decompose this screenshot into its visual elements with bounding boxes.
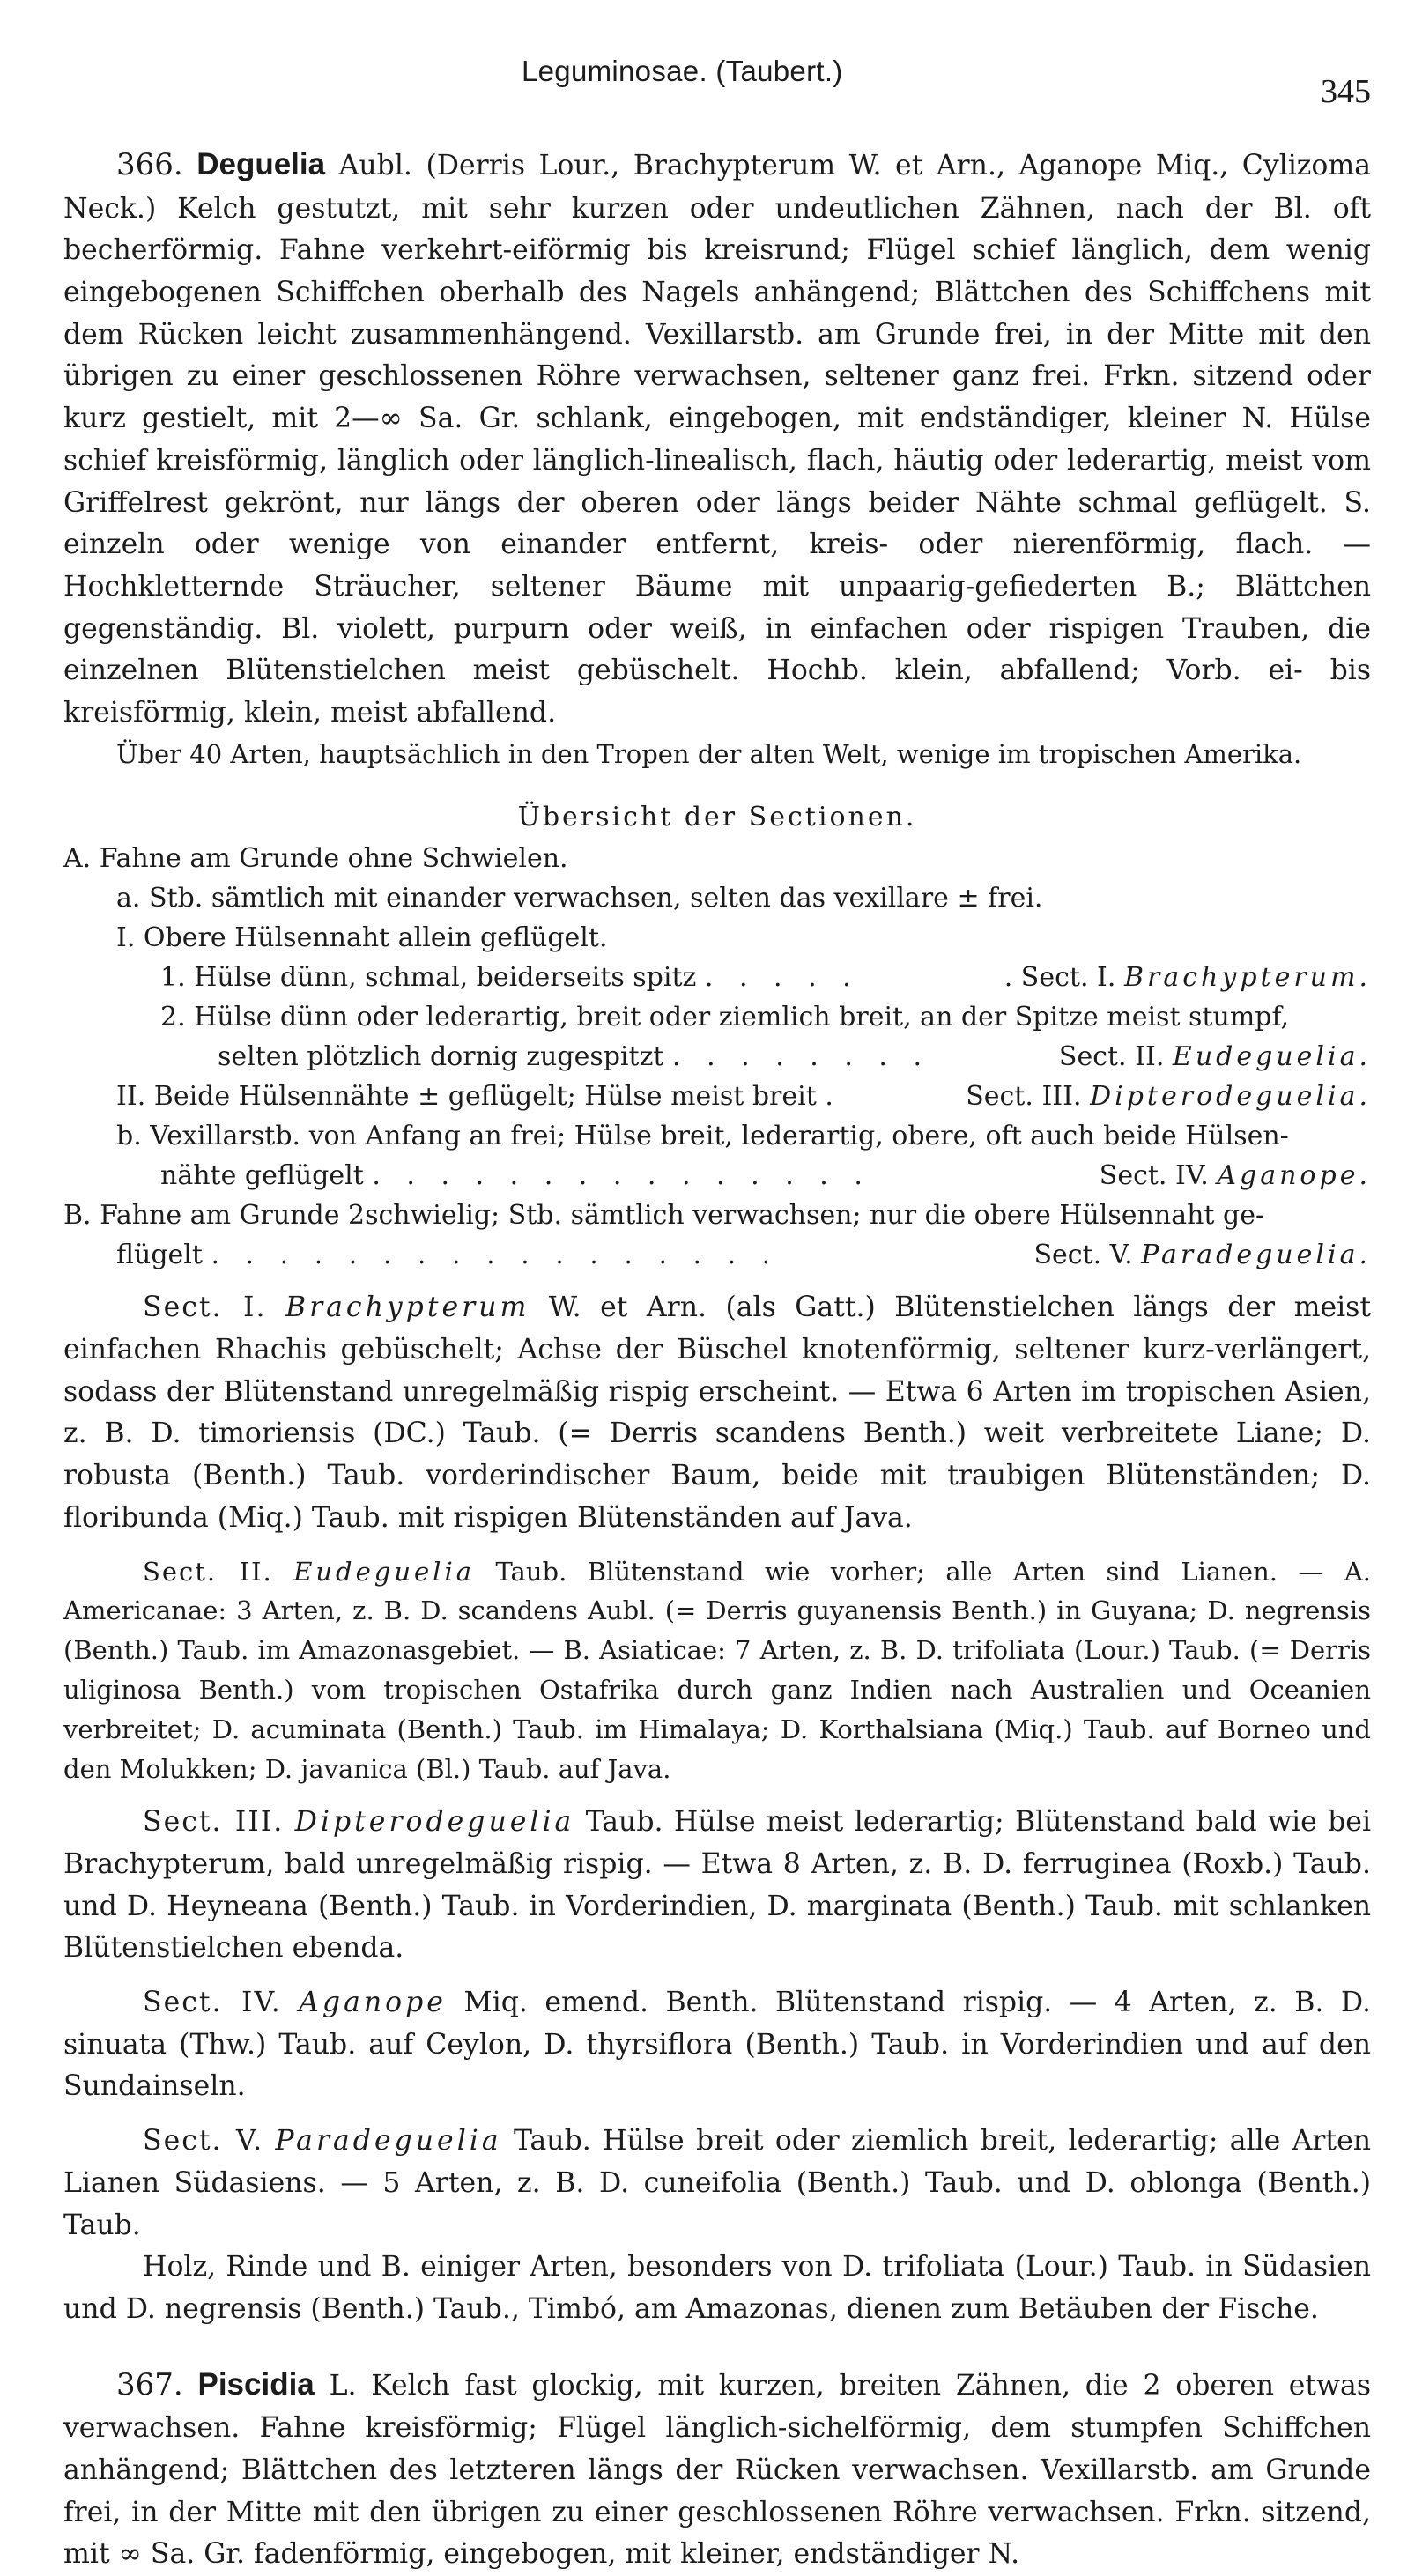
section-II-name: Eudeguelia	[293, 1556, 476, 1587]
key-b-dots: . . . . . . . . . . . . . . .	[372, 1160, 871, 1192]
key-2-ref	[1059, 1037, 1371, 1077]
page-number: 345	[1321, 73, 1371, 110]
key-2: 2. Hülse dünn oder lederartig, breit oder ziemlich breit, an der Spitze meist stumpf,	[160, 1002, 1290, 1033]
key-1-name: Brachypterum.	[1123, 962, 1371, 994]
key-II-ref	[966, 1077, 1371, 1116]
genus-367-description	[63, 2361, 1371, 2576]
running-head	[63, 46, 1371, 110]
section-II-paragraph	[63, 1552, 1371, 1790]
section-V-name: Paradeguelia	[275, 2125, 502, 2158]
genus-367-name: Piscidia	[197, 2366, 315, 2402]
genus-367-number: 367.	[116, 2366, 183, 2402]
key-B-name: Paradeguelia.	[1141, 1240, 1371, 1271]
key-b-cont	[63, 1156, 1371, 1195]
key-1-dots: . . . . .	[704, 962, 860, 994]
key-A: A. Fahne am Grunde ohne Schwielen.	[63, 843, 568, 875]
section-I-name: Brachypterum	[285, 1292, 530, 1324]
genus-367-text: Kelch fast glockig, mit kurzen, breiten Zähnen, die 2 oberen etwas verwachsen. Fahne kreisförmig; Flügel länglich-sichelförmig, dem stumpfen Schiffchen anhängend; Blättchen des letzteren längs der Rücken verwachsen. Vexillarstb. am Grunde frei, in der Mitte mit den übrigen zu einer geschlossenen Röhre verwachsen. Frkn. sitzend, mit ∞ Sa. Gr. fadenförmig, eingebogen, mit kleiner, endständiger N.	[63, 2369, 1372, 2571]
genus-367-author: L.	[329, 2369, 357, 2402]
key-I: I. Obere Hülsennaht allein geflügelt.	[116, 922, 608, 954]
section-V-text: Taub. Hülse breit oder ziemlich breit, lederartig; alle Arten Lianen Südasiens. — 5 Arten, z. B. D. cuneifolia (Benth.) Taub. und D. oblonga (Benth.) Taub.	[63, 2125, 1371, 2241]
key-B-sect: Sect. V.	[1033, 1240, 1133, 1271]
key-2-name: Eudeguelia.	[1172, 1041, 1371, 1073]
section-key	[63, 839, 1371, 1275]
section-IV-name: Aganope	[299, 1987, 447, 2019]
key-2-sect: Sect. II.	[1058, 1041, 1165, 1073]
section-I-label: Sect. I.	[143, 1292, 267, 1324]
overview-title: Übersicht der Sectionen.	[517, 801, 917, 833]
genus-366-description	[63, 141, 1371, 735]
section-I-text: W. et Arn. (als Gatt.) Blütenstielchen längs der meist einfachen Rhachis gebüschelt; Achse der Büschel knotenförmig, seltener kurz-verlängert, sodass der Blütenstand unregelmäßig rispig erscheint. — Etwa 6 Arten im tropischen Asien, z. B. D. timoriensis (DC.) Taub. (= Derris scandens Benth.) weit verbreitete Liane; D. robusta (Benth.) Taub. vorderindischer Baum, beide mit traubigen Blütenständen; D. floribunda (Miq.) Taub. mit rispigen Blütenständen auf Java.	[63, 1292, 1371, 1534]
key-2-cont	[63, 1037, 1371, 1077]
key-b: b. Vexillarstb. von Anfang an frei; Hülse breit, lederartig, obere, oft auch beide Hülsen-	[116, 1121, 1289, 1152]
page-body	[63, 141, 1371, 2576]
section-V-paragraph	[63, 2121, 1371, 2247]
key-b-sect: Sect. IV.	[1099, 1160, 1209, 1192]
key-1-sect: . Sect. I.	[1004, 962, 1116, 994]
section-III-text: Taub. Hülse meist lederartig; Blütenstand bald wie bei Brachypterum, bald unregelmäßig rispig. — Etwa 8 Arten, z. B. D. ferruginea (Roxb.) Taub. und D. Heyneana (Benth.) Taub. in Vorderindien, D. marginata (Benth.) Taub. mit schlanken Blütenstielchen ebenda.	[63, 1806, 1372, 1965]
section-II-text: Taub. Blütenstand wie vorher; alle Arten sind Lianen. — A. Americanae: 3 Arten, z. B. D. scandens Aubl. (= Derris guyanensis Benth.) in Guyana; D. negrensis (Benth.) Taub. im Amazonasgebiet. — B. Asiaticae: 7 Arten, z. B. D. trifoliata (Lour.) Taub. (= Derris uliginosa Benth.) vom tropischen Ostafrika durch ganz Indien nach Australien und Oceanien verbreitet; D. acuminata (Benth.) Taub. im Himalaya; D. Korthalsiana (Miq.) Taub. auf Borneo und den Molukken; D. javanica (Bl.) Taub. auf Java.	[63, 1556, 1372, 1785]
uses-paragraph: Holz, Rinde und B. einiger Arten, besonders von D. trifoliata (Lour.) Taub. in Südasien und D. negrensis (Benth.) Taub., Timbó, am Amazonas, dienen zum Betäuben der Fische.	[63, 2251, 1371, 2326]
key-b-cont-text: nähte geflügelt	[160, 1160, 364, 1192]
key-1-ref	[1004, 958, 1371, 997]
section-I-paragraph	[63, 1287, 1371, 1539]
key-II-name: Dipterodeguelia.	[1090, 1081, 1371, 1113]
key-B-dots: . . . . . . . . . . . . . . . . .	[211, 1240, 780, 1271]
key-II-dots: .	[825, 1081, 842, 1113]
key-1	[63, 958, 1371, 997]
section-II-label: Sect. II.	[143, 1556, 273, 1587]
section-V-label: Sect. V.	[143, 2125, 264, 2158]
key-2-cont-text: selten plötzlich dornig zugespitzt	[218, 1041, 664, 1073]
key-b-ref	[1100, 1156, 1371, 1195]
key-2-dots: . . . . . . . .	[672, 1041, 931, 1073]
running-title: Leguminosae. (Taubert.)	[522, 55, 843, 87]
key-b-name: Aganope.	[1217, 1160, 1371, 1192]
key-II	[63, 1077, 1371, 1116]
section-III-name: Dipterodeguelia	[294, 1806, 575, 1839]
key-B-cont-text: flügelt	[116, 1240, 203, 1271]
section-IV-text: Miq. emend. Benth. Blütenstand rispig. — 4 Arten, z. B. D. sinuata (Thw.) Taub. auf Ceylon, D. thyrsiflora (Benth.) Taub. in Vorderindien und auf den Sundainseln.	[63, 1987, 1371, 2103]
genus-author: Aubl.	[338, 150, 412, 181]
key-B-cont	[63, 1235, 1371, 1275]
genus-366-distribution: Über 40 Arten, hauptsächlich in den Tropen der alten Welt, wenige im tropischen Amerika.	[116, 738, 1302, 769]
key-B: B. Fahne am Grunde 2schwielig; Stb. sämtlich verwachsen; nur die obere Hülsennaht ge-	[63, 1200, 1265, 1232]
section-IV-label: Sect. IV.	[143, 1987, 282, 2019]
section-IV-paragraph	[63, 1982, 1371, 2108]
key-II-text: II. Beide Hülsennähte ± geflügelt; Hülse meist breit	[116, 1081, 817, 1113]
genus-number: 366.	[116, 147, 183, 182]
genus-text: (Derris Lour., Brachypterum W. et Arn., Aganope Miq., Cylizoma Neck.) Kelch gestutzt, mit sehr kurzen oder undeutlichen Zähnen, nach der Bl. oft becherförmig. Fahne verkehrt-eiförmig bis kreisrund; Flügel schief länglich, dem wenig eingebogenen Schiffchen oberhalb des Nagels anhängend; Blättchen des Schiffchens mit dem Rücken leicht zusammenhängend. Vexillarstb. am Grunde frei, in der Mitte mit den übrigen zu einer geschlossenen Röhre verwachsen, seltener ganz frei. Frkn. sitzend oder kurz gestielt, mit 2—∞ Sa. Gr. schlank, eingebogen, mit endständiger, kleiner N. Hülse schief kreisförmig, länglich oder länglich-linealisch, flach, häutig oder lederartig, meist vom Griffelrest gekrönt, nur längs der oberen oder längs beider Nähte schmal geflügelt. S. einzeln oder wenige von einander entfernt, kreis- oder nierenförmig, flach. — Hochkletternde Sträucher, seltener Bäume mit unpaarig-gefiederten B.; Blättchen gegenständig. Bl. violett, purpurn oder weiß, in einfachen oder rispigen Trauben, die einzelnen Blütenstielchen meist gebüschelt. Hochb. klein, abfallend; Vorb. ei- bis kreisförmig, klein, meist abfallend.	[63, 150, 1372, 729]
key-1-text: 1. Hülse dünn, schmal, beiderseits spitz	[160, 962, 697, 994]
genus-name: Deguelia	[196, 147, 326, 181]
key-B-ref	[1033, 1235, 1371, 1275]
section-III-label: Sect. III.	[143, 1806, 285, 1839]
section-III-paragraph	[63, 1802, 1371, 1970]
key-a: a. Stb. sämtlich mit einander verwachsen, selten das vexillare ± frei.	[116, 883, 1043, 914]
key-II-sect: Sect. III.	[966, 1081, 1082, 1113]
